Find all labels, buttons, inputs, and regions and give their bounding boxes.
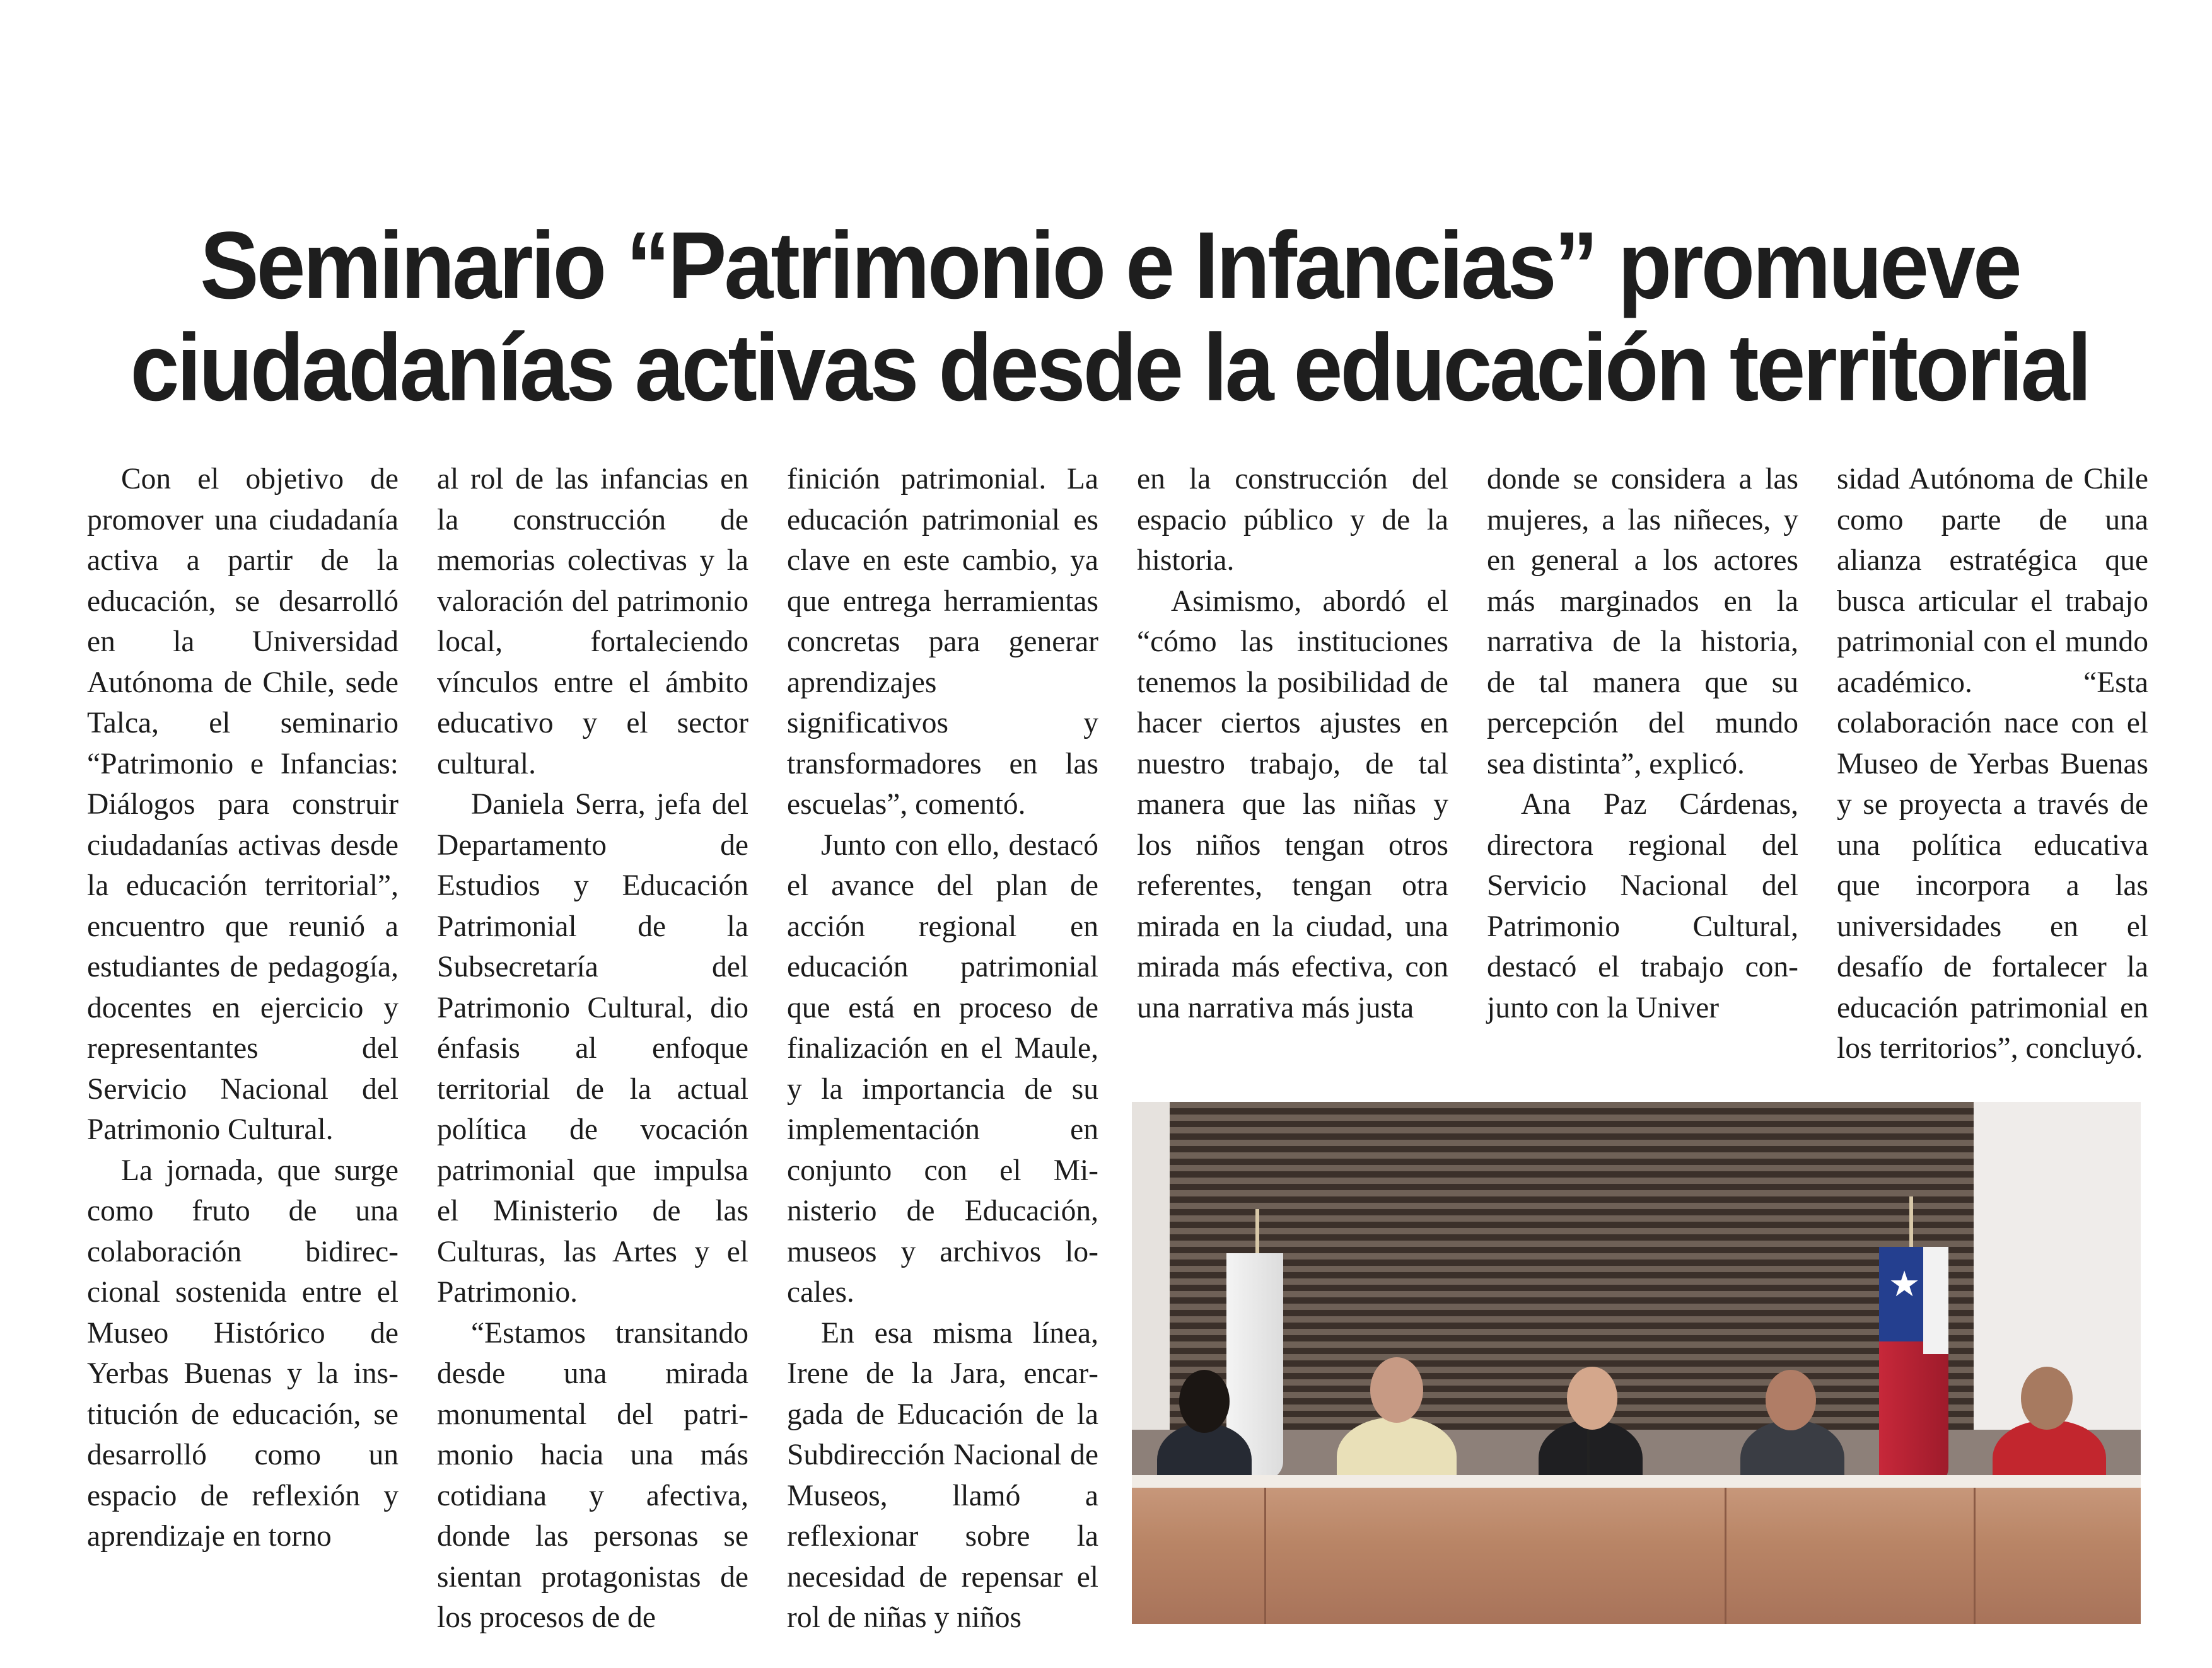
- table-seam: [1264, 1488, 1266, 1624]
- star-icon: ★: [1889, 1265, 1921, 1304]
- paragraph: Daniela Serra, jefa del Departamento de Estudios y Educación Patrimonial de la Subsecretaría del Patrimonio Cultural, dio énfasis al enfoque territorial de la actual política de vocación patrimonial que impulsa el Ministerio de las Culturas, las Artes y el Patrimonio.: [437, 788, 748, 1309]
- paragraph: Asimismo, abordó el “cómo las instituciones tenemos la posibilidad de hacer ciertos ajustes en nuestro trabajo, de tal manera que las niñas y los niños tengan otros referentes, tengan otra mirada en la ciudad, una mirada más efectiva, con una narrativa más justa: [1137, 584, 1448, 1024]
- paragraph: al rol de las infancias en la construcción de memorias colectivas y la valoración del patrimonio local, fortaleciendo vínculos entre el ámbito educativo y el sector cultural.: [437, 463, 748, 780]
- panelist-head: [2021, 1367, 2073, 1430]
- article-column-6: [1837, 459, 2148, 1069]
- panelist-head: [1766, 1370, 1816, 1430]
- article-column-5: [1487, 459, 1798, 1028]
- paragraph: donde se considera a las mujeres, a las niñeces, y en general a los actores más marginados en la narrativa de la historia, de tal manera que su percepción del mundo sea distinta”, explicó.: [1487, 463, 1798, 780]
- paragraph: La jornada, que surge como fruto de una colaboración bidireccional sostenida entre el Museo Histórico de Yerbas Buenas y la institución de educación, se desarrolló como un espacio de reflexión y aprendizaje en torno: [87, 1154, 399, 1553]
- panelist-head: [1179, 1370, 1230, 1433]
- article-column-4: [1137, 459, 1448, 1028]
- table-top: [1132, 1475, 2141, 1489]
- table-seam: [1725, 1488, 1726, 1624]
- article-column-2: [437, 459, 748, 1638]
- paragraph: Ana Paz Cárdenas, directora regional del Servicio Nacional del Patrimonio Cultural, destacó el trabajo conjunto con la Univer: [1487, 788, 1798, 1024]
- paragraph: En esa misma línea, Irene de la Jara, encargada de Educación de la Subdirección Nacional de Museos, llamó a reflexionar sobre la necesidad de repensar el rol de niñas y niños: [787, 1316, 1098, 1634]
- wooden-table: [1132, 1488, 2141, 1624]
- headline: [101, 211, 2119, 421]
- paragraph: “Estamos transitando desde una mirada monumental del patrimonio hacia una más cotidiana y afectiva, donde las personas se sientan protagonistas de los procesos de de: [437, 1316, 748, 1634]
- article-column-1: [87, 459, 399, 1557]
- paragraph: en la construcción del espacio público y de la historia.: [1137, 463, 1448, 577]
- paragraph: sidad Autónoma de Chile como parte de una alianza estratégica que busca articular el trabajo patrimonial con el mundo académico. “Esta colaboración nace con el Museo de Yerbas Buenas y se proyecta a través de una política educativa que incorpora a las universidades en el desafío de fortalecer la educación patrimonial en los territorios”, concluyó.: [1837, 463, 2148, 1065]
- paragraph: finición patrimonial. La educación patrimonial es clave en este cambio, ya que entrega herramientas concretas para generar aprendizajes significativos y transformadores en las escuelas”, comentó.: [787, 463, 1098, 821]
- table-seam: [1974, 1488, 1976, 1624]
- headline-line-1: Seminario “Patrimonio e Infancias” promueve: [200, 211, 2020, 319]
- paragraph: Con el objetivo de promover una ciudadanía activa a partir de la educación, se desarrolló en la Universidad Autónoma de Chile, sede Talca, el seminario “Patrimonio e Infancias: Diálogos para construir ciudadanías activas desde la educación territorial”, encuentro que reunió a estudiantes de pedagogía, docentes en ejercicio y representantes del Servicio Nacional del Patrimonio Cultural.: [87, 463, 399, 1146]
- headline-line-2: ciudadanías activas desde la educación territorial: [130, 313, 2090, 421]
- seminar-panel-photo: [1132, 1102, 2141, 1624]
- chile-flag-white-band: [1923, 1247, 1948, 1354]
- panelist-head: [1567, 1367, 1617, 1430]
- panelist-head: [1370, 1357, 1423, 1423]
- wall-panel: [1132, 1102, 1170, 1480]
- paragraph: Junto con ello, destacó el avance del plan de acción regional en educación patrimonial que está en proceso de finalización en el Maule, y la importancia de su implementación en conjunto con el Ministerio de Educación, museos y archivos locales.: [787, 828, 1098, 1309]
- article-column-3: [787, 459, 1098, 1638]
